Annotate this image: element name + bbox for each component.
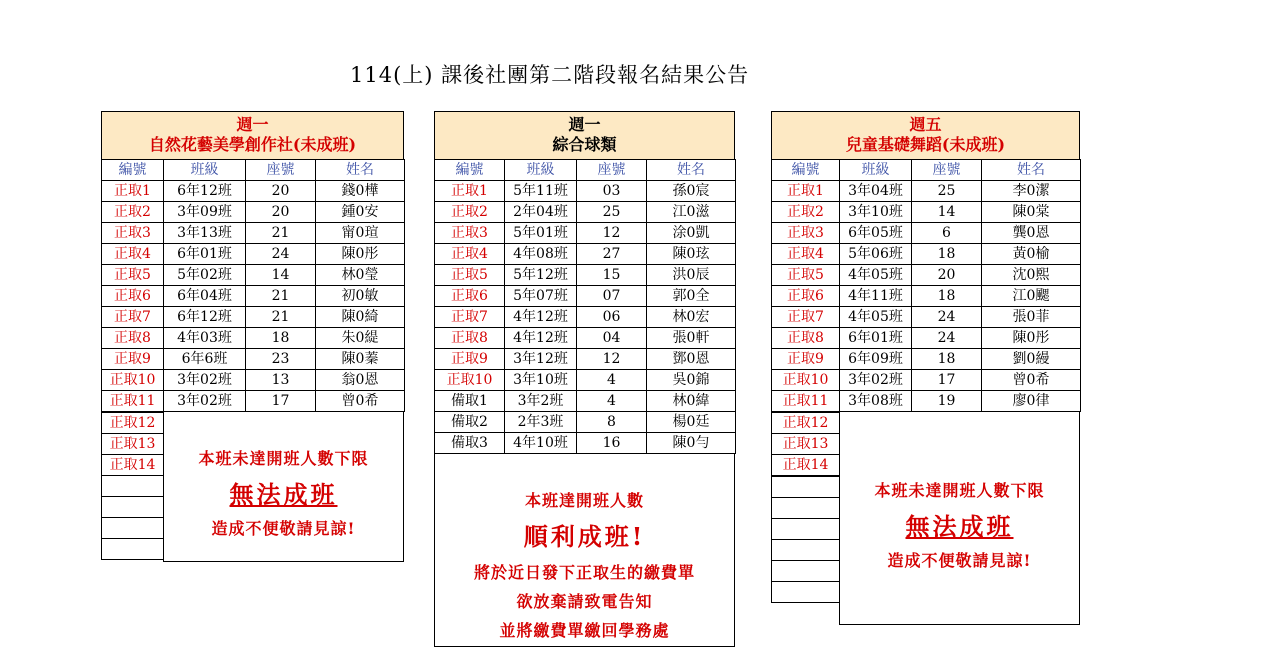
cell-name: 涂0凱 xyxy=(647,223,736,244)
cell-class: 2年04班 xyxy=(505,202,577,223)
cell-seat: 20 xyxy=(246,202,316,223)
cell-seat: 13 xyxy=(246,370,316,391)
cell-name: 江0滋 xyxy=(647,202,736,223)
table-row xyxy=(772,349,1081,370)
cell-class: 6年6班 xyxy=(164,349,246,370)
table-row xyxy=(435,244,736,265)
table-row xyxy=(102,202,405,223)
table-row xyxy=(772,370,1081,391)
roster-table xyxy=(101,159,405,412)
column-headers xyxy=(102,160,405,181)
panel-monday-ball xyxy=(434,111,735,647)
cell-code: 正取6 xyxy=(772,286,840,307)
cell-class: 5年01班 xyxy=(505,223,577,244)
table-row xyxy=(435,265,736,286)
notice-headline: 無法成班 xyxy=(905,512,1014,541)
cell-code xyxy=(102,476,164,497)
cell-seat: 4 xyxy=(577,370,647,391)
cell-name: 陳0綺 xyxy=(316,307,405,328)
cell-seat: 18 xyxy=(246,328,316,349)
cell-name: 林0宏 xyxy=(647,307,736,328)
table-row xyxy=(435,349,736,370)
cell-class: 4年08班 xyxy=(505,244,577,265)
cell-seat: 24 xyxy=(246,244,316,265)
table-row xyxy=(772,202,1081,223)
cell-class: 3年12班 xyxy=(505,349,577,370)
cell-code xyxy=(102,518,164,539)
cell-name: 張0軒 xyxy=(647,328,736,349)
cell-name: 江0颸 xyxy=(982,286,1081,307)
cell-seat: 07 xyxy=(577,286,647,307)
cell-seat: 24 xyxy=(912,307,982,328)
panel-day: 週一 xyxy=(236,115,269,134)
cell-code: 正取2 xyxy=(435,202,505,223)
cell-name: 吳0錦 xyxy=(647,370,736,391)
notice-box xyxy=(434,454,735,647)
cell-name: 李0潔 xyxy=(982,181,1081,202)
empty-rows-table xyxy=(101,412,164,560)
table-row xyxy=(435,307,736,328)
column-header-code: 編號 xyxy=(435,160,505,181)
cell-name: 曾0希 xyxy=(982,370,1081,391)
cell-class: 5年07班 xyxy=(505,286,577,307)
empty-row xyxy=(772,582,840,603)
table-row xyxy=(435,223,736,244)
cell-code: 正取12 xyxy=(772,413,840,434)
empty-row xyxy=(772,455,840,477)
table-row xyxy=(102,181,405,202)
cell-class: 6年05班 xyxy=(840,223,912,244)
empty-row xyxy=(102,434,164,455)
cell-class: 4年11班 xyxy=(840,286,912,307)
cell-class: 3年02班 xyxy=(840,370,912,391)
cell-code: 正取2 xyxy=(772,202,840,223)
cell-seat: 27 xyxy=(577,244,647,265)
table-row xyxy=(772,181,1081,202)
panel-header xyxy=(771,111,1080,159)
cell-name: 龔0恩 xyxy=(982,223,1081,244)
cell-code: 正取10 xyxy=(772,370,840,391)
cell-class: 3年10班 xyxy=(840,202,912,223)
empty-row xyxy=(772,561,840,582)
cell-code: 正取5 xyxy=(772,265,840,286)
cell-code: 正取1 xyxy=(102,181,164,202)
empty-row xyxy=(772,434,840,455)
panel-header xyxy=(101,111,404,159)
notice-box xyxy=(163,412,404,562)
table-row xyxy=(435,181,736,202)
cell-code: 正取7 xyxy=(102,307,164,328)
empty-row xyxy=(102,476,164,497)
cell-class: 2年3班 xyxy=(505,412,577,433)
cell-name: 廖0律 xyxy=(982,391,1081,412)
cell-name: 張0菲 xyxy=(982,307,1081,328)
cell-class: 3年09班 xyxy=(164,202,246,223)
cell-seat: 04 xyxy=(577,328,647,349)
cell-class: 5年02班 xyxy=(164,265,246,286)
table-row xyxy=(435,391,736,412)
cell-class: 6年09班 xyxy=(840,349,912,370)
cell-class: 6年12班 xyxy=(164,307,246,328)
cell-code: 正取4 xyxy=(102,244,164,265)
cell-class: 6年01班 xyxy=(840,328,912,349)
cell-code: 正取9 xyxy=(435,349,505,370)
column-header-seat: 座號 xyxy=(577,160,647,181)
cell-name: 孫0宸 xyxy=(647,181,736,202)
empty-row xyxy=(102,518,164,539)
cell-code: 正取10 xyxy=(435,370,505,391)
cell-name: 黃0榆 xyxy=(982,244,1081,265)
cell-seat: 12 xyxy=(577,223,647,244)
table-row xyxy=(772,265,1081,286)
empty-row xyxy=(772,476,840,498)
cell-seat: 17 xyxy=(912,370,982,391)
cell-class: 4年12班 xyxy=(505,328,577,349)
cell-code: 正取3 xyxy=(435,223,505,244)
cell-class: 6年01班 xyxy=(164,244,246,265)
cell-name: 朱0緹 xyxy=(316,328,405,349)
table-row xyxy=(435,328,736,349)
panel-day: 週五 xyxy=(909,115,942,134)
table-row xyxy=(102,286,405,307)
cell-code xyxy=(772,476,840,498)
cell-class: 3年08班 xyxy=(840,391,912,412)
cell-code: 正取11 xyxy=(102,391,164,412)
cell-seat: 19 xyxy=(912,391,982,412)
cell-code xyxy=(772,519,840,540)
empty-rows-table xyxy=(771,412,840,603)
roster-table xyxy=(434,159,736,454)
notice-line-1: 本班達開班人數 xyxy=(524,491,644,510)
cell-code xyxy=(772,540,840,561)
notice-box xyxy=(839,412,1080,625)
table-row xyxy=(102,244,405,265)
cell-class: 3年10班 xyxy=(505,370,577,391)
panel-monday-flower xyxy=(101,111,404,560)
cell-seat: 12 xyxy=(577,349,647,370)
cell-seat: 8 xyxy=(577,412,647,433)
cell-code xyxy=(102,497,164,518)
notice-line-2: 將於近日發下正取生的繳費單 xyxy=(473,563,695,582)
table-row xyxy=(435,370,736,391)
cell-code: 正取14 xyxy=(102,455,164,476)
cell-name: 鍾0安 xyxy=(316,202,405,223)
cell-seat: 25 xyxy=(577,202,647,223)
column-headers xyxy=(435,160,736,181)
cell-class: 3年13班 xyxy=(164,223,246,244)
cell-code: 正取13 xyxy=(772,434,840,455)
notice-headline: 無法成班 xyxy=(229,480,338,509)
cell-seat: 24 xyxy=(912,328,982,349)
panel-day: 週一 xyxy=(568,115,601,134)
cell-code: 正取6 xyxy=(102,286,164,307)
notice-line-4: 並將繳費單繳回學務處 xyxy=(499,621,670,640)
cell-name: 劉0縵 xyxy=(982,349,1081,370)
column-header-name: 姓名 xyxy=(316,160,405,181)
table-row xyxy=(102,328,405,349)
table-row xyxy=(435,433,736,454)
cell-class: 3年2班 xyxy=(505,391,577,412)
cell-code: 正取1 xyxy=(435,181,505,202)
table-row xyxy=(435,202,736,223)
cell-code: 正取8 xyxy=(102,328,164,349)
cell-name: 陳0勻 xyxy=(647,433,736,454)
cell-code: 正取12 xyxy=(102,413,164,434)
cell-seat: 21 xyxy=(246,286,316,307)
cell-class: 3年04班 xyxy=(840,181,912,202)
cell-code: 正取5 xyxy=(435,265,505,286)
table-row xyxy=(102,391,405,412)
cell-seat: 21 xyxy=(246,307,316,328)
cell-name: 錢0樺 xyxy=(316,181,405,202)
cell-code: 備取1 xyxy=(435,391,505,412)
table-row xyxy=(102,265,405,286)
panel-club-name: 自然花藝美學創作社(未成班) xyxy=(148,135,357,154)
cell-code: 正取6 xyxy=(435,286,505,307)
table-row xyxy=(772,286,1081,307)
table-row xyxy=(435,412,736,433)
cell-code: 正取5 xyxy=(102,265,164,286)
cell-name: 陳0蓁 xyxy=(316,349,405,370)
cell-class: 4年12班 xyxy=(505,307,577,328)
cell-code: 正取3 xyxy=(102,223,164,244)
notice-line-1: 本班未達開班人數下限 xyxy=(874,481,1045,500)
cell-code: 正取8 xyxy=(435,328,505,349)
empty-row xyxy=(772,519,840,540)
cell-seat: 18 xyxy=(912,349,982,370)
column-header-code: 編號 xyxy=(772,160,840,181)
cell-name: 林0緯 xyxy=(647,391,736,412)
column-header-seat: 座號 xyxy=(246,160,316,181)
cell-name: 翁0恩 xyxy=(316,370,405,391)
notice-line-3: 欲放棄請致電告知 xyxy=(516,592,653,611)
cell-code: 備取2 xyxy=(435,412,505,433)
table-row xyxy=(435,286,736,307)
cell-code xyxy=(102,539,164,560)
column-header-class: 班級 xyxy=(840,160,912,181)
table-row xyxy=(102,307,405,328)
cell-code: 正取13 xyxy=(102,434,164,455)
table-row xyxy=(102,349,405,370)
cell-name: 陳0彤 xyxy=(316,244,405,265)
column-header-class: 班級 xyxy=(164,160,246,181)
cell-code: 正取4 xyxy=(435,244,505,265)
panel-club-name: 綜合球類 xyxy=(552,135,617,154)
cell-code: 正取7 xyxy=(435,307,505,328)
empty-row xyxy=(772,498,840,519)
cell-name: 楊0廷 xyxy=(647,412,736,433)
cell-code: 正取4 xyxy=(772,244,840,265)
column-header-name: 姓名 xyxy=(647,160,736,181)
cell-name: 洪0辰 xyxy=(647,265,736,286)
cell-code xyxy=(772,498,840,519)
cell-seat: 16 xyxy=(577,433,647,454)
table-row xyxy=(772,223,1081,244)
column-header-seat: 座號 xyxy=(912,160,982,181)
page-title: 114(上) 課後社團第二階段報名結果公告 xyxy=(350,63,750,87)
cell-seat: 14 xyxy=(246,265,316,286)
cell-class: 5年06班 xyxy=(840,244,912,265)
cell-name: 沈0熙 xyxy=(982,265,1081,286)
cell-code: 正取10 xyxy=(102,370,164,391)
cell-seat: 18 xyxy=(912,286,982,307)
cell-class: 4年10班 xyxy=(505,433,577,454)
cell-seat: 17 xyxy=(246,391,316,412)
table-row xyxy=(772,328,1081,349)
cell-code xyxy=(772,561,840,582)
cell-seat: 20 xyxy=(912,265,982,286)
cell-class: 4年03班 xyxy=(164,328,246,349)
empty-row xyxy=(102,455,164,476)
cell-code: 正取9 xyxy=(102,349,164,370)
table-row xyxy=(772,244,1081,265)
table-row xyxy=(772,391,1081,412)
cell-name: 郭0全 xyxy=(647,286,736,307)
column-header-name: 姓名 xyxy=(982,160,1081,181)
empty-row xyxy=(102,497,164,518)
table-row xyxy=(772,307,1081,328)
column-headers xyxy=(772,160,1081,181)
cell-code xyxy=(772,582,840,603)
cell-seat: 21 xyxy=(246,223,316,244)
cell-class: 5年12班 xyxy=(505,265,577,286)
cell-seat: 25 xyxy=(912,181,982,202)
cell-code: 正取9 xyxy=(772,349,840,370)
notice-headline: 順利成班! xyxy=(523,522,646,551)
cell-name: 曾0希 xyxy=(316,391,405,412)
cell-class: 3年02班 xyxy=(164,391,246,412)
notice-line-2: 造成不便敬請見諒! xyxy=(211,519,356,538)
cell-name: 陳0玹 xyxy=(647,244,736,265)
cell-code: 正取1 xyxy=(772,181,840,202)
cell-seat: 18 xyxy=(912,244,982,265)
panel-club-name: 兒童基礎舞蹈(未成班) xyxy=(845,135,1006,154)
cell-seat: 06 xyxy=(577,307,647,328)
cell-code: 正取2 xyxy=(102,202,164,223)
cell-seat: 6 xyxy=(912,223,982,244)
cell-seat: 15 xyxy=(577,265,647,286)
cell-name: 鄧0恩 xyxy=(647,349,736,370)
panel-header xyxy=(434,111,735,159)
column-header-code: 編號 xyxy=(102,160,164,181)
empty-row xyxy=(102,539,164,560)
cell-code: 備取3 xyxy=(435,433,505,454)
cell-seat: 03 xyxy=(577,181,647,202)
cell-class: 3年02班 xyxy=(164,370,246,391)
cell-class: 6年04班 xyxy=(164,286,246,307)
cell-seat: 20 xyxy=(246,181,316,202)
cell-code: 正取8 xyxy=(772,328,840,349)
cell-name: 陳0彤 xyxy=(982,328,1081,349)
notice-line-2: 造成不便敬請見諒! xyxy=(887,551,1032,570)
cell-name: 林0瑩 xyxy=(316,265,405,286)
cell-class: 5年11班 xyxy=(505,181,577,202)
empty-row xyxy=(772,540,840,561)
cell-code: 正取7 xyxy=(772,307,840,328)
panel-friday-dance xyxy=(771,111,1080,603)
cell-code: 正取14 xyxy=(772,455,840,477)
notice-line-1: 本班未達開班人數下限 xyxy=(198,449,369,468)
cell-name: 陳0棠 xyxy=(982,202,1081,223)
column-header-class: 班級 xyxy=(505,160,577,181)
cell-class: 6年12班 xyxy=(164,181,246,202)
cell-seat: 23 xyxy=(246,349,316,370)
empty-row xyxy=(102,413,164,434)
cell-seat: 14 xyxy=(912,202,982,223)
cell-class: 4年05班 xyxy=(840,307,912,328)
table-row xyxy=(102,370,405,391)
cell-name: 初0敏 xyxy=(316,286,405,307)
table-row xyxy=(102,223,405,244)
cell-code: 正取3 xyxy=(772,223,840,244)
cell-code: 正取11 xyxy=(772,391,840,412)
cell-class: 4年05班 xyxy=(840,265,912,286)
roster-table xyxy=(771,159,1081,412)
empty-row xyxy=(772,413,840,434)
cell-seat: 4 xyxy=(577,391,647,412)
cell-name: 甯0瑄 xyxy=(316,223,405,244)
